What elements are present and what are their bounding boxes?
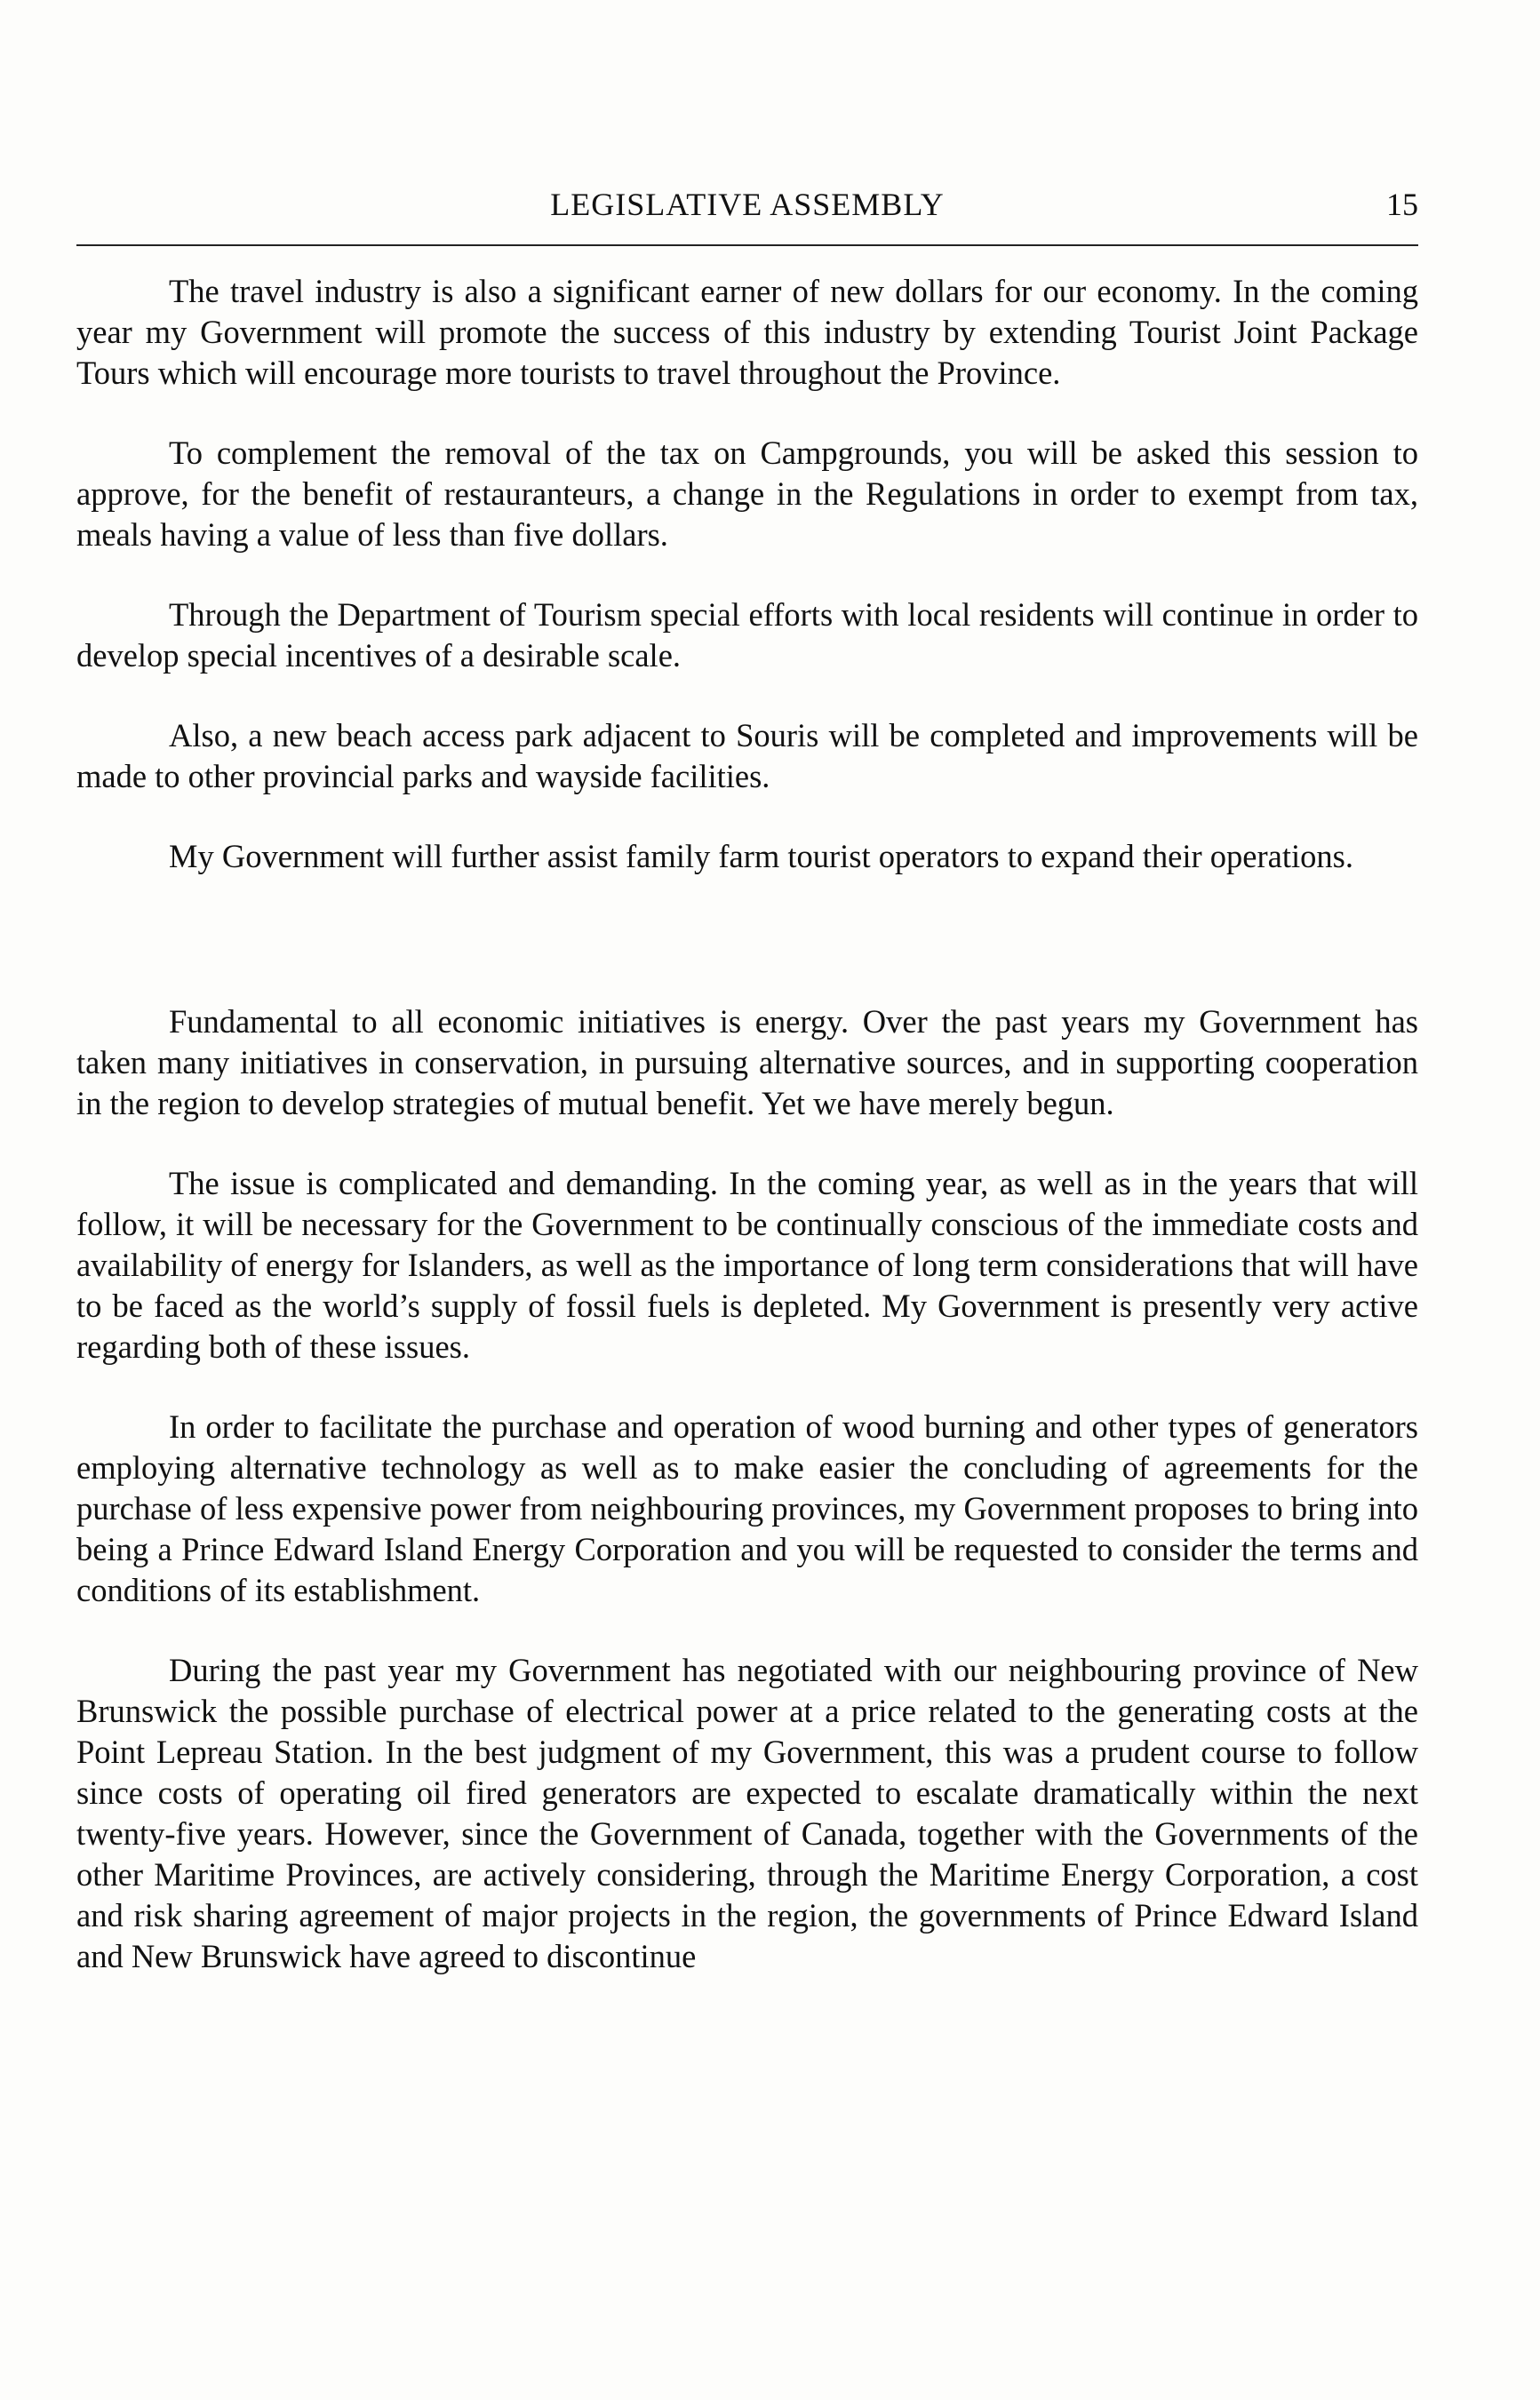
- body-text: [76, 271, 1418, 1977]
- paragraph-energy-issue: The issue is complicated and demanding. In the coming year, as well as in the years that will follow, it will be necessary for the Government to be continually conscious of the immediate costs and availability of energy for Islanders, as well as the importance of long term considerations that will have to be faced as the world’s supply of fossil fuels is depleted. My Government is presently very active regarding both of these issues.: [76, 1165, 1418, 1365]
- running-header: [76, 178, 1418, 231]
- paragraph-department-of-tourism: Through the Department of Tourism special efforts with local residents will continue in order to develop special incentives of a desirable scale.: [76, 596, 1418, 674]
- paragraph-energy-corporation: In order to facilitate the purchase and operation of wood burning and other types of generators employing alternative technology as well as to make easier the concluding of agreements for the purchase of less expensive power from neighbouring provinces, my Government proposes to bring into being a Prince Edward Island Energy Corporation and you will be requested to consider the terms and conditions of its establishment.: [76, 1408, 1418, 1608]
- page-number: 15: [1386, 187, 1418, 222]
- paragraph-energy-fundamental: Fundamental to all economic initiatives is energy. Over the past years my Government has taken many initiatives in conservation, in pursuing alternative sources, and in supporting cooperation in the region to develop strategies of mutual benefit. Yet we have merely begun.: [76, 1003, 1418, 1121]
- paragraph-point-lepreau: During the past year my Government has negotiated with our neighbouring province of New Brunswick the possible purchase of electrical power at a price related to the generating costs at the Point Lepreau Station. In the best judgment of my Government, this was a prudent course to follow since costs of operating oil fired generators are expected to escalate dramatically within the next twenty-five years. However, since the Government of Canada, together with the Governments of the other Maritime Provinces, are actively considering, through the Maritime Energy Corporation, a cost and risk sharing agreement of major projects in the region, the governments of Prince Edward Island and New Brunswick have agreed to discontinue: [76, 1652, 1418, 1974]
- paragraph-travel-industry: The travel industry is also a significant earner of new dollars for our economy. In the coming year my Government will promote the success of this industry by extending Tourist Joint Package Tours which will encourage more tourists to travel throughout the Province.: [76, 273, 1418, 391]
- paragraph-farm-tourism: My Government will further assist family farm tourist operators to expand their operations.: [169, 838, 1353, 874]
- paragraph-souris-park: Also, a new beach access park adjacent to Souris will be completed and improvements will be made to other provincial parks and wayside facilities.: [76, 717, 1418, 794]
- header-rule: [76, 244, 1418, 246]
- paragraph-campground-tax: To complement the removal of the tax on Campgrounds, you will be asked this session to approve, for the benefit of restauranteurs, a change in the Regulations in order to exempt from tax, meals having a value of less than five dollars.: [76, 435, 1418, 553]
- header-title: LEGISLATIVE ASSEMBLY: [550, 187, 945, 222]
